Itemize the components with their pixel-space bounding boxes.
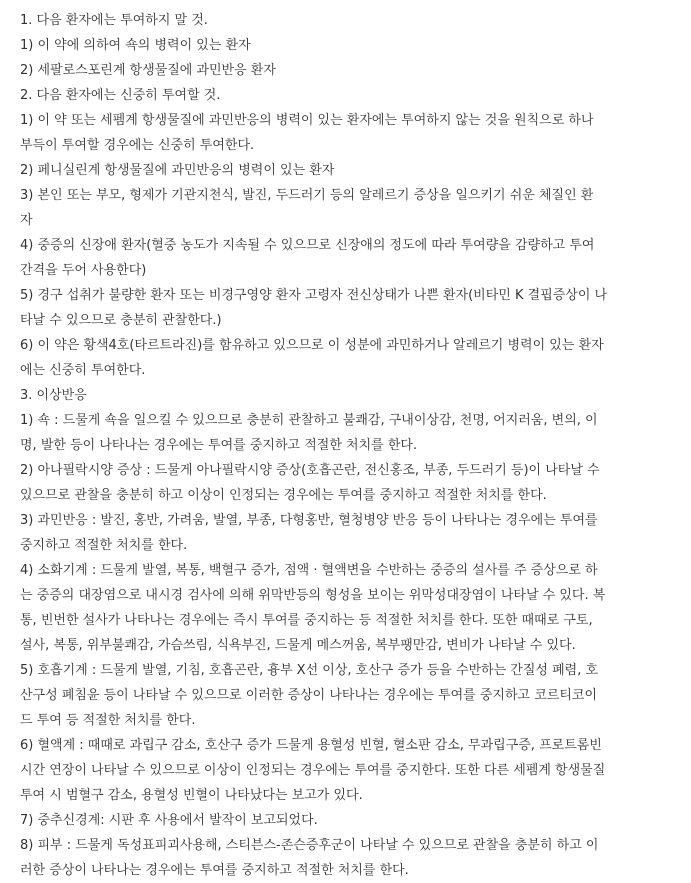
text-line: 6) 이 약은 황색4호(타르트라진)를 함유하고 있으므로 이 성분에 과민하거나 알레르기 병력이 있는 환자: [20, 338, 604, 353]
text-line: 시간 연장이 나타날 수 있으므로 이상이 인정되는 경우에는 투여를 중지한다. 또한 다른 세펨계 항생물질: [20, 763, 606, 778]
text-line: 1) 이 약 또는 세펨계 항생물질에 과민반응의 병력이 있는 환자에는 투여하지 않는 것을 원칙으로 하나: [20, 113, 594, 128]
text-line: 1) 이 약에 의하여 쇽의 병력이 있는 환자: [20, 38, 251, 53]
text-line: 5) 호흡기계 : 드물게 발열, 기침, 호흡곤란, 흉부 X선 이상, 호산구 증가 등을 수반하는 간질성 폐렴, 호: [20, 663, 599, 678]
heading-adverse-reactions: 3. 이상반응: [20, 388, 87, 403]
text-line: 8) 피부 : 드물게 독성표피괴사용해, 스티븐스-존슨증후군이 나타날 수 있으므로 관찰을 충분히 하고 이: [20, 838, 599, 853]
text-line: 러한 증상이 나타나는 경우에는 투여를 중지하고 적절한 처치를 한다.: [20, 863, 409, 878]
text-line: 타날 수 있으므로 충분히 관찰한다.): [20, 313, 222, 328]
text-line: 3) 본인 또는 부모, 형제가 기관지천식, 발진, 두드러기 등의 알레르기 증상을 일으키기 쉬운 체질인 환: [20, 188, 594, 203]
text-line: 간격을 두어 사용한다): [20, 263, 147, 278]
text-line: 7) 중추신경계: 시판 후 사용에서 발작이 보고되었다.: [20, 813, 318, 828]
text-line: 자: [20, 213, 33, 228]
text-line: 설사, 복통, 위부불쾌감, 가슴쓰림, 식욕부진, 드물게 메스꺼움, 복부팽만감, 변비가 나타날 수 있다.: [20, 638, 576, 653]
text-line: 1) 쇽 : 드물게 쇽을 일으킬 수 있으므로 충분히 관찰하고 불쾌감, 구내이상감, 천명, 어지러움, 변의, 이: [20, 413, 598, 428]
text-line: 2) 페니실린계 항생물질에 과민반응의 병력이 있는 환자: [20, 163, 335, 178]
text-line: 4) 중증의 신장애 환자(혈중 농도가 지속될 수 있으므로 신장애의 정도에 따라 투여량을 감량하고 투여: [20, 238, 595, 253]
text-line: 있으므로 관찰을 충분히 하고 이상이 인정되는 경우에는 투여를 중지하고 적절한 처치를 한다.: [20, 488, 547, 503]
heading-careful-administration: 2. 다음 환자에는 신중히 투여할 것.: [20, 88, 221, 103]
text-line: 중지하고 적절한 처치를 한다.: [20, 538, 188, 553]
text-line: 산구성 폐침윤 등이 나타날 수 있으므로 이러한 증상이 나타나는 경우에는 투여를 중지하고 코르티코이: [20, 688, 598, 703]
text-line: 통, 빈번한 설사가 나타나는 경우에는 즉시 투여를 중지하는 등 적절한 처치를 한다. 또한 때때로 구토,: [20, 613, 593, 628]
text-line: 6) 혈액계 : 때때로 과립구 감소, 호산구 증가 드물게 용혈성 빈혈, 혈소판 감소, 무과립구증, 프로트롬빈: [20, 738, 602, 753]
heading-contraindications: 1. 다음 환자에는 투여하지 말 것.: [20, 13, 208, 28]
text-line: 부득이 투여할 경우에는 신중히 투여한다.: [20, 138, 255, 153]
text-line: 3) 과민반응 : 발진, 홍반, 가려움, 발열, 부종, 다형홍반, 혈청병양 반응 등이 나타나는 경우에는 투여를: [20, 513, 598, 528]
text-line: 2) 아나필락시양 증상 : 드물게 아나필락시양 증상(호흡곤란, 전신홍조, 부종, 두드러기 등)이 나타날 수: [20, 463, 600, 478]
text-line: 4) 소화기계 : 드물게 발열, 복통, 백혈구 증가, 점액 · 혈액변을 수반하는 중증의 설사를 주 증상으로 하: [20, 563, 598, 578]
text-line: 투여 시 범혈구 감소, 용혈성 빈혈이 나타났다는 보고가 있다.: [20, 788, 363, 803]
text-line: 에는 신중히 투여한다.: [20, 363, 146, 378]
text-line: 5) 경구 섭취가 불량한 환자 또는 비경구영양 환자 고령자 전신상태가 나쁜 환자(비타민 K 결핍증상이 나: [20, 288, 608, 303]
text-line: 명, 발한 등이 나타나는 경우에는 투여를 중지하고 적절한 처치를 한다.: [20, 438, 418, 453]
text-line: 는 중증의 대장염으로 내시경 검사에 의해 위막반등의 형성을 보이는 위막성대장염이 나타날 수 있다. 복: [20, 588, 606, 603]
text-line: 드 투여 등 적절한 처치를 한다.: [20, 713, 196, 728]
text-line: 2) 세팔로스포린계 항생물질에 과민반응 환자: [20, 63, 276, 78]
